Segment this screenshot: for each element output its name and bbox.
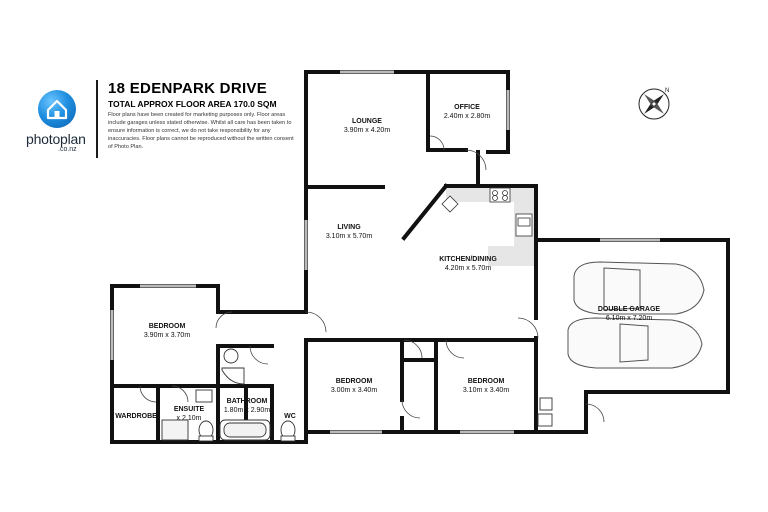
lounge-dims: 3.90m x 4.20m	[343, 126, 391, 134]
disclaimer-text: Floor plans have been created for marketing purposes only. Floor areas include garages unless stated otherwise. Whilst all care has been taken to ensure information is correct, we do not take responsibility for any inaccuracies. Floor plans cannot be reproduced without the written consent of Photo Plan.	[108, 112, 294, 151]
ensuite-name: ENSUITE	[173, 406, 205, 413]
bedroom3-dims: 3.10m x 3.40m	[462, 386, 510, 394]
kitchen-dims: 4.20m x 5.70m	[444, 264, 492, 272]
logo-wordmark: photoplan	[26, 131, 86, 147]
wardrobe-name: WARDROBE	[115, 413, 157, 420]
bathroom-name: BATHROOM	[226, 398, 268, 405]
room-label-double-garage	[586, 306, 672, 324]
kitchen-name: KITCHEN/DINING	[439, 256, 497, 263]
lounge-name: LOUNGE	[352, 118, 382, 125]
room-label-main-bedroom	[130, 323, 204, 341]
floor-area-subtitle: TOTAL APPROX FLOOR AREA 170.0 SQM	[108, 99, 277, 109]
wc-name: WC	[284, 413, 296, 420]
room-label-ensuite	[162, 406, 216, 424]
garage-name: DOUBLE GARAGE	[597, 306, 661, 313]
room-label-bedroom-2	[316, 378, 392, 396]
living-dims: 3.10m x 5.70m	[325, 232, 373, 240]
room-label-lounge	[330, 118, 404, 136]
ensuite-dims: x 2.10m	[176, 414, 202, 422]
room-label-bedroom-3	[448, 378, 524, 396]
bedroom1-dims: 3.90m x 3.70m	[143, 331, 191, 339]
room-label-wardrobe	[114, 413, 158, 422]
room-label-living	[312, 224, 386, 242]
bedroom2-dims: 3.00m x 3.40m	[330, 386, 378, 394]
garage-dims: 6.10m x 7.20m	[605, 314, 653, 322]
room-label-office	[430, 104, 504, 122]
bedroom2-name: BEDROOM	[335, 378, 373, 385]
room-label-kitchen-dining	[426, 256, 510, 274]
room-label-wc	[278, 413, 302, 422]
bedroom3-name: BEDROOM	[467, 378, 505, 385]
compass-north-label: N	[665, 88, 670, 94]
room-label-bathroom	[218, 398, 276, 416]
office-dims: 2.40m x 2.80m	[443, 112, 491, 120]
bedroom1-name: BEDROOM	[148, 323, 186, 330]
exterior-walls	[112, 72, 728, 442]
property-address-title: 18 EDENPARK DRIVE	[108, 80, 268, 97]
bathroom-dims: 1.80m x 2.90m	[223, 406, 271, 414]
logo-domain: .co.nz	[58, 146, 77, 153]
living-name: LIVING	[337, 224, 361, 231]
office-name: OFFICE	[454, 104, 480, 111]
